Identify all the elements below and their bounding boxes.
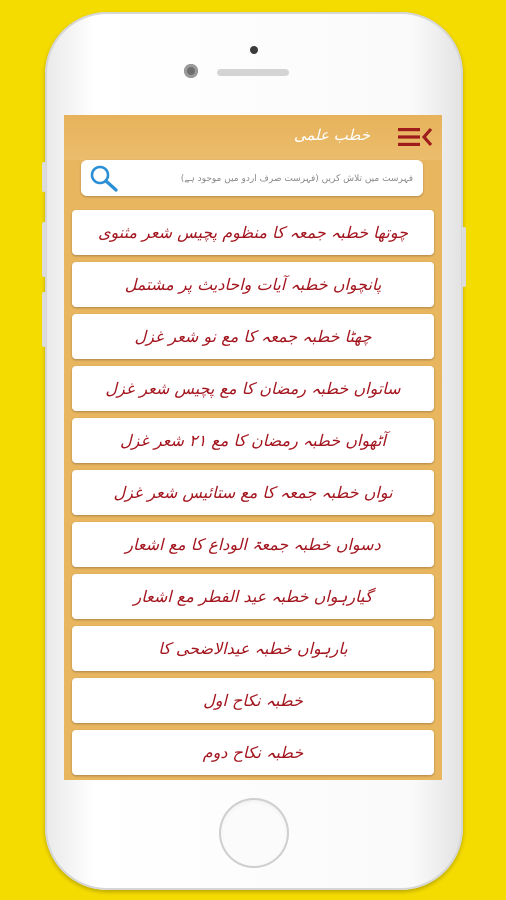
page-title: خطب علمی (293, 126, 370, 144)
list-item[interactable] (72, 522, 434, 567)
list-item[interactable] (72, 210, 434, 255)
list-item[interactable] (72, 366, 434, 411)
sensor-dot (250, 46, 258, 54)
list-item[interactable] (72, 314, 434, 359)
list-item[interactable] (72, 470, 434, 515)
home-button[interactable] (219, 798, 289, 868)
list-item-label: خطبہ نکاح دوم (202, 743, 304, 762)
list-item-label: بارہواں خطبہ عیدالاضحی کا (158, 639, 348, 658)
phone-side-button (42, 292, 46, 347)
list-item-label: چوتھا خطبہ جمعہ کا منظوم پچیس شعر مثنوی (97, 223, 409, 242)
list-item[interactable] (72, 626, 434, 671)
front-camera (184, 64, 198, 78)
list-item[interactable] (72, 730, 434, 775)
list-item[interactable] (72, 262, 434, 307)
list-item-label: نواں خطبہ جمعہ کا مع ستائیس شعر غزل (113, 483, 393, 502)
list-item-label: آٹھواں خطبہ رمضان کا مع ۲۱ شعر غزل (120, 431, 386, 450)
list-item-label: گیارہواں خطبہ عید الفطر مع اشعار (133, 587, 373, 606)
list-item-label: چھٹا خطبہ جمعہ کا مع نو شعر غزل (134, 327, 372, 346)
list-item-label: ساتواں خطبہ رمضان کا مع پچیس شعر غزل (105, 379, 401, 398)
list-item-label: پانچواں خطبہ آیات واحادیث پر مشتمل (124, 275, 382, 294)
phone-side-button (42, 162, 46, 192)
list-item[interactable] (72, 678, 434, 723)
menu-collapse-icon[interactable] (396, 125, 434, 149)
list-item-label: خطبہ نکاح اول (203, 691, 303, 710)
khutbah-list (72, 210, 434, 780)
phone-side-button (42, 222, 46, 277)
earpiece-speaker (217, 69, 289, 76)
phone-side-button (462, 227, 466, 287)
search-bar (81, 160, 423, 196)
app-bar (64, 115, 442, 160)
search-icon[interactable] (89, 164, 119, 192)
list-item-label: دسواں خطبہ جمعۃ الوداع کا مع اشعار (125, 535, 381, 554)
app-screen (64, 115, 442, 780)
search-input[interactable] (137, 166, 415, 192)
list-item[interactable] (72, 574, 434, 619)
list-item[interactable] (72, 418, 434, 463)
